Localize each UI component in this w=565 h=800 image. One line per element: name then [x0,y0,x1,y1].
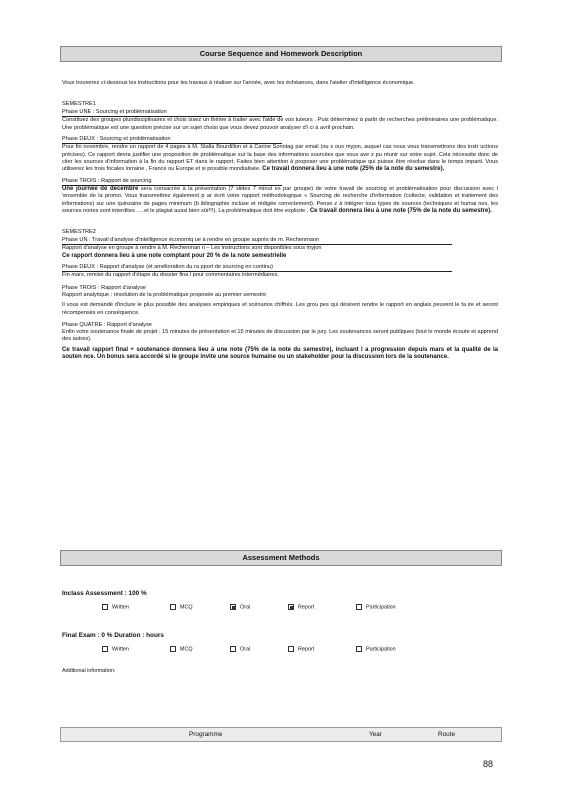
s2-phase1-grade: Ce rapport donnera lieu à une note comptant pour 20 % de la note semestrielle [62,252,287,259]
s2-phase2-text: Fin mars, remise du rapport d'étape du dossier fina l pour commentaires intermédiaires. [62,272,279,279]
s1-phase2-title: Phase DEUX : Sourcing et problématisation [62,135,282,144]
inclass-option-oral[interactable] [230,604,250,610]
s2-phase2-title: Phase DEUX : Rapport d'analyse (et amélioration du ra pport de sourcing en continu) [62,263,452,272]
s1-phase2-text: Pour fin novembre, rendre un rapport de 4 pages à M. Stalla Bourdillon et à Carine Sonntag par email (ou s ous myjon, auquel cas nous vous transmettrons des instr uctions précises). Ce rapport devra justifier une proposition de problématique sur la base des informations sourcées que vous ave z pu réunir sur votre sujet. Cela nécessite donc de citer les sources d'information à la fin du rapport ET dans le rapport. Faites bien attention à proposer une problématique qui puisse être résolue dans le temps imparti. Vous utiliserez les trois focales lorraine , France ou Europe et si possible mondialisée. Ce travail donnera lieu à une note (25% de la note du semestre). [62,144,498,173]
s1-phase3-title: Phase TROIS : Rapport de sourcing [62,177,282,186]
inclass-assessment-title: Inclass Assessment : 100 % [62,590,147,597]
checkbox-icon[interactable] [356,604,362,610]
checkbox-icon[interactable] [102,604,108,610]
semester1-label: SEMESTRE1 [62,101,96,108]
s2-phase3-text: Rapport analytique : résolution de la problématique proposée au premier semestre [62,291,267,298]
course-sequence-header: Course Sequence and Homework Description [60,46,502,62]
final-exam-option-label: Report [298,646,315,653]
checkbox-icon[interactable] [288,604,294,610]
inclass-option-label: Written [112,604,129,611]
final-exam-option-written[interactable] [102,646,129,652]
checkbox-icon[interactable] [288,646,294,652]
final-exam-title: Final Exam : 0 % Duration : hours [62,632,164,639]
final-exam-option-label: MCQ [180,646,193,653]
final-exam-option-label: Participation [366,646,396,653]
s1-phase1-text: Constituez des groupes pluridisciplinaires et chois issez un thème à traiter avec l'aide de vos tuteurs . Puis déterminez à partir de recherches préliminaires une problématique. Une problématique est une question précise sur un sujet choisi que vous devez pouvoir analyser d'i ci à avril prochain. [62,117,498,131]
year-column: Year [369,731,382,738]
checkbox-icon[interactable] [230,604,236,610]
s1-phase3-grade: Ce travail donnera lieu à une note (75% de la note du semestre). [309,208,492,215]
checkbox-icon[interactable] [102,646,108,652]
final-exam-option-mcq[interactable] [170,646,193,652]
inclass-option-mcq[interactable] [170,604,193,610]
assessment-methods-header: Assessment Methods [60,550,502,566]
s2-phase4-title: Phase QUATRE : Rapport d'analyse [62,321,152,328]
final-exam-option-report[interactable] [288,646,314,652]
inclass-option-written[interactable] [102,604,129,610]
intro-paragraph: Vous trouverez ci-dessous les instructions pour les travaux à réaliser sur l'année, avec les échéances, dans l'atelier d'intelligence économique. [62,80,415,86]
s1-phase3-text: Une journée de décembre sera consacrée à la présentation (7 slides 7 minut es par groupe) de votre travail de sourcing et problématisation pour discussion avec l 'ensemble de la promo. Vous transmettrez également p ar écrit votre rapport méthodologique « Sourcing de recherche d'information (collecte, validation et traitement des informations) sur une quinzaine de pages minimum (b ibliographie incluse et rédigée correctement). Pense z à intégrer tous types de sources (techniques et humai nes, les sources noires sont interdites .....et le plagiat aussi bien sûr!!!). La problématique doit être explicite . Ce travail donnera lieu à une note (75% de la note du semestre). [62,185,498,215]
route-column: Route [438,731,456,738]
inclass-option-report[interactable] [288,604,314,610]
programme-column: Programme [189,731,223,738]
additional-information-label: Additional information: [62,668,116,674]
inclass-option-label: Participation [366,604,396,611]
semester2-label: SEMESTRE2 [62,229,96,236]
checkbox-icon[interactable] [356,646,362,652]
s2-phase4-grade: Ce travail rapport final + soutenance donnera lieu à une note (75% de la note du semestre), incluant l a progression depuis mars et la qualité de la souten nce. Un bonus sera accordé si le groupe invite une source humaine ou un stakeholder pour la discussion lors de la soutenance. [62,346,498,361]
checkbox-icon[interactable] [170,604,176,610]
s1-phase1-title: Phase UNE : Sourcing et problématisation [62,108,282,117]
course-content [62,80,498,365]
s1-phase2-grade: Ce travail donnera lieu à une note (25% de la note du semestre). [262,166,445,173]
final-exam-option-label: Written [112,646,129,653]
inclass-option-label: Oral [240,604,251,611]
s2-phase3-text2: Il vous est demandé d'inclure le plus possible des analyses empiriques et scénarios chiffrés. Les grou pes qui désirent rendre le rapport en anglais peuvent le fa ire et seront récompensés en conséquence. [62,302,498,316]
checkbox-icon[interactable] [230,646,236,652]
page-number: 88 [483,759,494,769]
assessment-section [62,590,498,674]
s2-phase1-text: Rapport d'analyse en groupe à rendre à M. Rechenman n – Les instructions sont disponibles sous myjon Ce rapport donnera lieu à une note comptant pour 20 % de la note semestrielle [62,245,322,259]
inclass-option-participation[interactable] [356,604,396,610]
s2-phase4-text: Enfin votre soutenance finale de projet : 15 minutes de présentation et 15 minutes de discussion par le jury. Les soutenances seront publiques (tout le monde écoute et apprend des autres). [62,328,498,343]
final-exam-option-participation[interactable] [356,646,396,652]
programme-table-header [60,727,502,742]
s2-phase1-title: Phase UN : Travail d'analyse d'intelligence économiq ue à rendre en groupe auprès de m. Rechenmann [62,236,452,245]
checkbox-icon[interactable] [170,646,176,652]
s2-phase3-title: Phase TROIS : Rapport d'analyse [62,284,146,291]
final-exam-option-oral[interactable] [230,646,250,652]
inclass-option-label: MCQ [180,604,193,611]
inclass-option-label: Report [298,604,315,611]
final-exam-option-label: Oral [240,646,251,653]
